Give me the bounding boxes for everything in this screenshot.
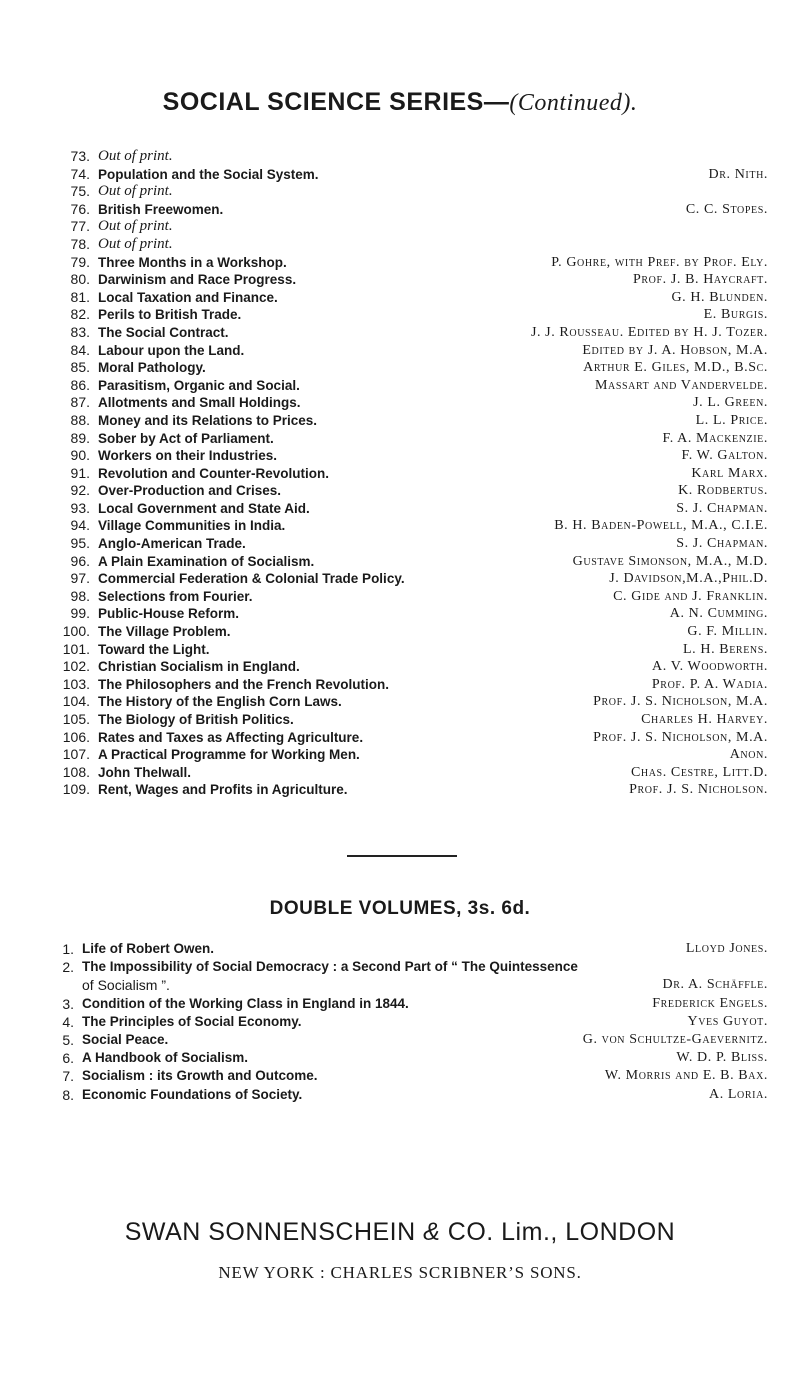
item-author: G. von Schultze-Gaevernitz. xyxy=(582,1031,768,1047)
list-item xyxy=(50,465,770,483)
item-title-continuation: of Socialism ”. xyxy=(82,977,170,994)
item-title: A Plain Examination of Socialism. xyxy=(98,553,315,569)
item-title: Three Months in a Workshop. xyxy=(98,254,287,270)
list-item xyxy=(50,570,770,588)
item-number: 94. xyxy=(70,517,90,534)
item-number: 8. xyxy=(62,1086,74,1103)
item-title: Anglo-American Trade. xyxy=(98,536,246,552)
item-author: Gustave Simonson, M.A., M.D. xyxy=(572,553,768,569)
item-number: 93. xyxy=(70,499,90,516)
item-author: Karl Marx. xyxy=(691,465,768,481)
item-author: S. J. Chapman. xyxy=(676,536,768,552)
item-title: The Impossibility of Social Democracy : a Second Part of “ The Quintessence xyxy=(82,959,578,975)
heading-main: SOCIAL SCIENCE SERIES— xyxy=(162,88,510,116)
item-number: 92. xyxy=(70,482,90,499)
item-number: 102. xyxy=(62,658,90,675)
list-item-continuation xyxy=(50,976,770,994)
item-number: 75. xyxy=(70,183,90,200)
item-author: J. L. Green. xyxy=(693,395,768,411)
list-item xyxy=(50,324,770,342)
item-title: Social Peace. xyxy=(82,1031,169,1047)
list-item xyxy=(50,693,770,711)
item-author: G. H. Blunden. xyxy=(671,289,768,305)
item-author: J. Davidson,M.A.,Phil.D. xyxy=(609,571,768,587)
item-title: A Practical Programme for Working Men. xyxy=(98,747,360,763)
item-author: P. Gohre, with Pref. by Prof. Ely. xyxy=(551,254,768,270)
list-item xyxy=(50,394,770,412)
item-number: 89. xyxy=(70,429,90,446)
item-author: F. A. Mackenzie. xyxy=(662,430,768,446)
item-title: Over-Production and Crises. xyxy=(98,483,282,499)
item-number: 77. xyxy=(70,218,90,235)
item-number: 108. xyxy=(62,763,90,780)
item-title: Labour upon the Land. xyxy=(98,342,245,358)
series-list xyxy=(50,148,770,799)
list-item xyxy=(50,377,770,395)
list-item xyxy=(50,623,770,641)
publisher-name-b: CO. Lim., LONDON xyxy=(447,1218,676,1246)
list-item xyxy=(50,605,770,623)
list-item xyxy=(50,447,770,465)
list-item xyxy=(50,500,770,518)
item-number: 100. xyxy=(62,623,90,640)
item-title: Life of Robert Owen. xyxy=(82,941,215,956)
list-item xyxy=(50,1031,770,1049)
item-author: W. D. P. Bliss. xyxy=(676,1050,768,1066)
item-title: Workers on their Industries. xyxy=(98,448,278,464)
list-item xyxy=(50,166,770,184)
item-author: Edited by J. A. Hobson, M.A. xyxy=(582,342,768,358)
item-author: L. L. Price. xyxy=(695,412,768,428)
item-title: Out of print. xyxy=(98,148,173,164)
list-item xyxy=(50,218,770,236)
item-author: Massart and Vandervelde. xyxy=(594,377,768,393)
item-number: 87. xyxy=(70,394,90,411)
item-number: 74. xyxy=(70,165,90,182)
item-author: Yves Guyot. xyxy=(687,1013,768,1029)
item-title: The Biology of British Politics. xyxy=(98,712,294,727)
item-number: 5. xyxy=(62,1031,74,1048)
item-title: Christian Socialism in England. xyxy=(98,659,300,675)
item-title: Perils to British Trade. xyxy=(98,307,242,323)
item-author: E. Burgis. xyxy=(703,307,768,323)
double-volumes-list xyxy=(50,940,770,1104)
item-number: 84. xyxy=(70,341,90,358)
item-number: 98. xyxy=(70,587,90,604)
list-item xyxy=(50,553,770,571)
item-title: Condition of the Working Class in England in 1844. xyxy=(82,995,409,1011)
double-volumes-heading: DOUBLE VOLUMES, 3s. 6d. xyxy=(269,898,531,919)
list-item xyxy=(50,1086,770,1104)
item-number: 3. xyxy=(62,995,74,1012)
section-divider xyxy=(347,855,457,857)
item-title: The Village Problem. xyxy=(98,624,231,640)
item-author: Prof. J. S. Nicholson, M.A. xyxy=(593,694,768,710)
item-author: A. N. Cumming. xyxy=(669,606,768,622)
item-number: 91. xyxy=(70,464,90,481)
list-item xyxy=(50,764,770,782)
list-item xyxy=(50,641,770,659)
item-number: 109. xyxy=(62,781,90,798)
item-author: J. J. Rousseau. Edited by H. J. Tozer. xyxy=(530,324,768,340)
list-item xyxy=(50,1067,770,1085)
item-number: 76. xyxy=(70,200,90,217)
item-number: 82. xyxy=(70,306,90,323)
item-number: 88. xyxy=(70,411,90,428)
item-title: The History of the English Corn Laws. xyxy=(98,694,342,710)
item-author: Lloyd Jones. xyxy=(685,941,768,956)
item-title: Money and its Relations to Prices. xyxy=(98,412,318,428)
publisher-name xyxy=(0,1218,800,1247)
item-number: 80. xyxy=(70,271,90,288)
item-title: British Freewomen. xyxy=(98,201,224,217)
item-title: Sober by Act of Parliament. xyxy=(98,430,274,446)
list-item xyxy=(50,676,770,694)
item-number: 6. xyxy=(62,1050,74,1067)
list-item xyxy=(50,254,770,272)
item-title: Commercial Federation & Colonial Trade Policy. xyxy=(98,571,405,587)
item-title: Toward the Light. xyxy=(98,641,210,657)
item-number: 7. xyxy=(62,1068,74,1085)
list-item xyxy=(50,236,770,254)
item-number: 107. xyxy=(62,746,90,763)
item-author: F. W. Galton. xyxy=(681,448,768,464)
list-item xyxy=(50,342,770,360)
list-item xyxy=(50,517,770,535)
item-title: Selections from Fourier. xyxy=(98,588,253,604)
item-author: A. Loria. xyxy=(708,1086,768,1102)
item-title: Economic Foundations of Society. xyxy=(82,1086,303,1102)
item-title: Darwinism and Race Progress. xyxy=(98,272,297,288)
item-title: The Principles of Social Economy. xyxy=(82,1013,302,1029)
list-item xyxy=(50,359,770,377)
item-author: Prof. J. B. Haycraft. xyxy=(633,272,768,288)
item-author: B. H. Baden-Powell, M.A., C.I.E. xyxy=(554,518,768,534)
publisher-ampersand: & xyxy=(423,1218,441,1246)
item-author: K. Rodbertus. xyxy=(678,483,768,499)
item-title: Out of print. xyxy=(98,183,173,200)
item-author: Prof. P. A. Wadia. xyxy=(651,676,768,692)
list-item xyxy=(50,535,770,553)
list-item xyxy=(50,995,770,1013)
item-title: Rates and Taxes as Affecting Agriculture. xyxy=(98,729,364,745)
item-title: Local Government and State Aid. xyxy=(98,500,310,516)
item-title: Allotments and Small Holdings. xyxy=(98,395,301,411)
item-title: Local Taxation and Finance. xyxy=(98,289,278,305)
item-number: 90. xyxy=(70,447,90,464)
list-item xyxy=(50,588,770,606)
item-title: Population and the Social System. xyxy=(98,166,319,182)
list-item xyxy=(50,1013,770,1031)
list-item xyxy=(50,1049,770,1067)
item-author: Prof. J. S. Nicholson. xyxy=(629,782,768,798)
item-number: 104. xyxy=(62,693,90,710)
item-author: A. V. Woodworth. xyxy=(652,659,768,675)
item-title: The Philosophers and the French Revolution. xyxy=(98,676,390,692)
item-title: John Thelwall. xyxy=(98,764,192,780)
item-author: Prof. J. S. Nicholson, M.A. xyxy=(593,729,768,745)
item-number: 83. xyxy=(70,323,90,340)
list-item xyxy=(50,940,770,958)
list-item xyxy=(50,781,770,799)
list-item xyxy=(50,482,770,500)
item-author: C. Gide and J. Franklin. xyxy=(613,588,768,604)
item-number: 105. xyxy=(62,711,90,727)
item-author: Dr. Nith. xyxy=(708,166,768,182)
item-author: Dr. A. Schäffle. xyxy=(662,977,768,993)
item-number: 96. xyxy=(70,552,90,569)
item-author: Frederick Engels. xyxy=(652,995,768,1011)
publisher-new-york: NEW YORK : CHARLES SCRIBNER’S SONS. xyxy=(218,1263,582,1282)
list-item xyxy=(50,729,770,747)
item-number: 85. xyxy=(70,359,90,376)
item-number: 79. xyxy=(70,253,90,270)
list-item xyxy=(50,658,770,676)
item-number: 101. xyxy=(62,640,90,657)
page-heading xyxy=(0,88,800,117)
item-author: G. F. Millin. xyxy=(687,624,768,640)
item-number: 4. xyxy=(62,1013,74,1030)
item-author: W. Morris and E. B. Bax. xyxy=(604,1068,768,1084)
heading-continued: (Continued). xyxy=(509,90,638,116)
publisher-name-a: SWAN SONNENSCHEIN xyxy=(124,1218,416,1246)
list-item xyxy=(50,306,770,324)
list-item xyxy=(50,958,770,976)
item-number: 78. xyxy=(70,235,90,252)
item-author: L. H. Berens. xyxy=(683,641,768,657)
list-item xyxy=(50,289,770,307)
item-number: 2. xyxy=(62,959,74,976)
item-title: Out of print. xyxy=(98,218,173,235)
item-number: 95. xyxy=(70,535,90,552)
item-title: Public-House Reform. xyxy=(98,606,240,622)
item-number: 106. xyxy=(62,728,90,745)
item-title: Revolution and Counter-Revolution. xyxy=(98,465,329,481)
item-number: 73. xyxy=(70,148,90,164)
list-item xyxy=(50,271,770,289)
item-author: Chas. Cestre, Litt.D. xyxy=(630,764,768,780)
item-title: Rent, Wages and Profits in Agriculture. xyxy=(98,782,348,798)
item-title: Parasitism, Organic and Social. xyxy=(98,377,300,393)
item-number: 81. xyxy=(70,288,90,305)
list-item xyxy=(50,148,770,166)
item-author: Arthur E. Giles, M.D., B.Sc. xyxy=(583,360,768,376)
item-author: Charles H. Harvey. xyxy=(641,712,768,727)
list-item xyxy=(50,201,770,219)
list-item xyxy=(50,746,770,764)
item-number: 97. xyxy=(70,570,90,587)
item-title: Moral Pathology. xyxy=(98,360,206,376)
item-title: A Handbook of Socialism. xyxy=(82,1050,249,1066)
item-number: 86. xyxy=(70,376,90,393)
item-title: Socialism : its Growth and Outcome. xyxy=(82,1068,318,1084)
item-number: 1. xyxy=(62,941,74,957)
list-item xyxy=(50,430,770,448)
item-author: C. C. Stopes. xyxy=(685,201,768,217)
item-author: Anon. xyxy=(729,747,768,763)
item-number: 99. xyxy=(70,605,90,622)
item-title: Village Communities in India. xyxy=(98,518,286,534)
item-number: 103. xyxy=(62,675,90,692)
list-item xyxy=(50,412,770,430)
item-author: S. J. Chapman. xyxy=(676,500,768,516)
item-title: The Social Contract. xyxy=(98,324,229,340)
list-item xyxy=(50,711,770,729)
item-title: Out of print. xyxy=(98,235,173,252)
list-item xyxy=(50,183,770,201)
